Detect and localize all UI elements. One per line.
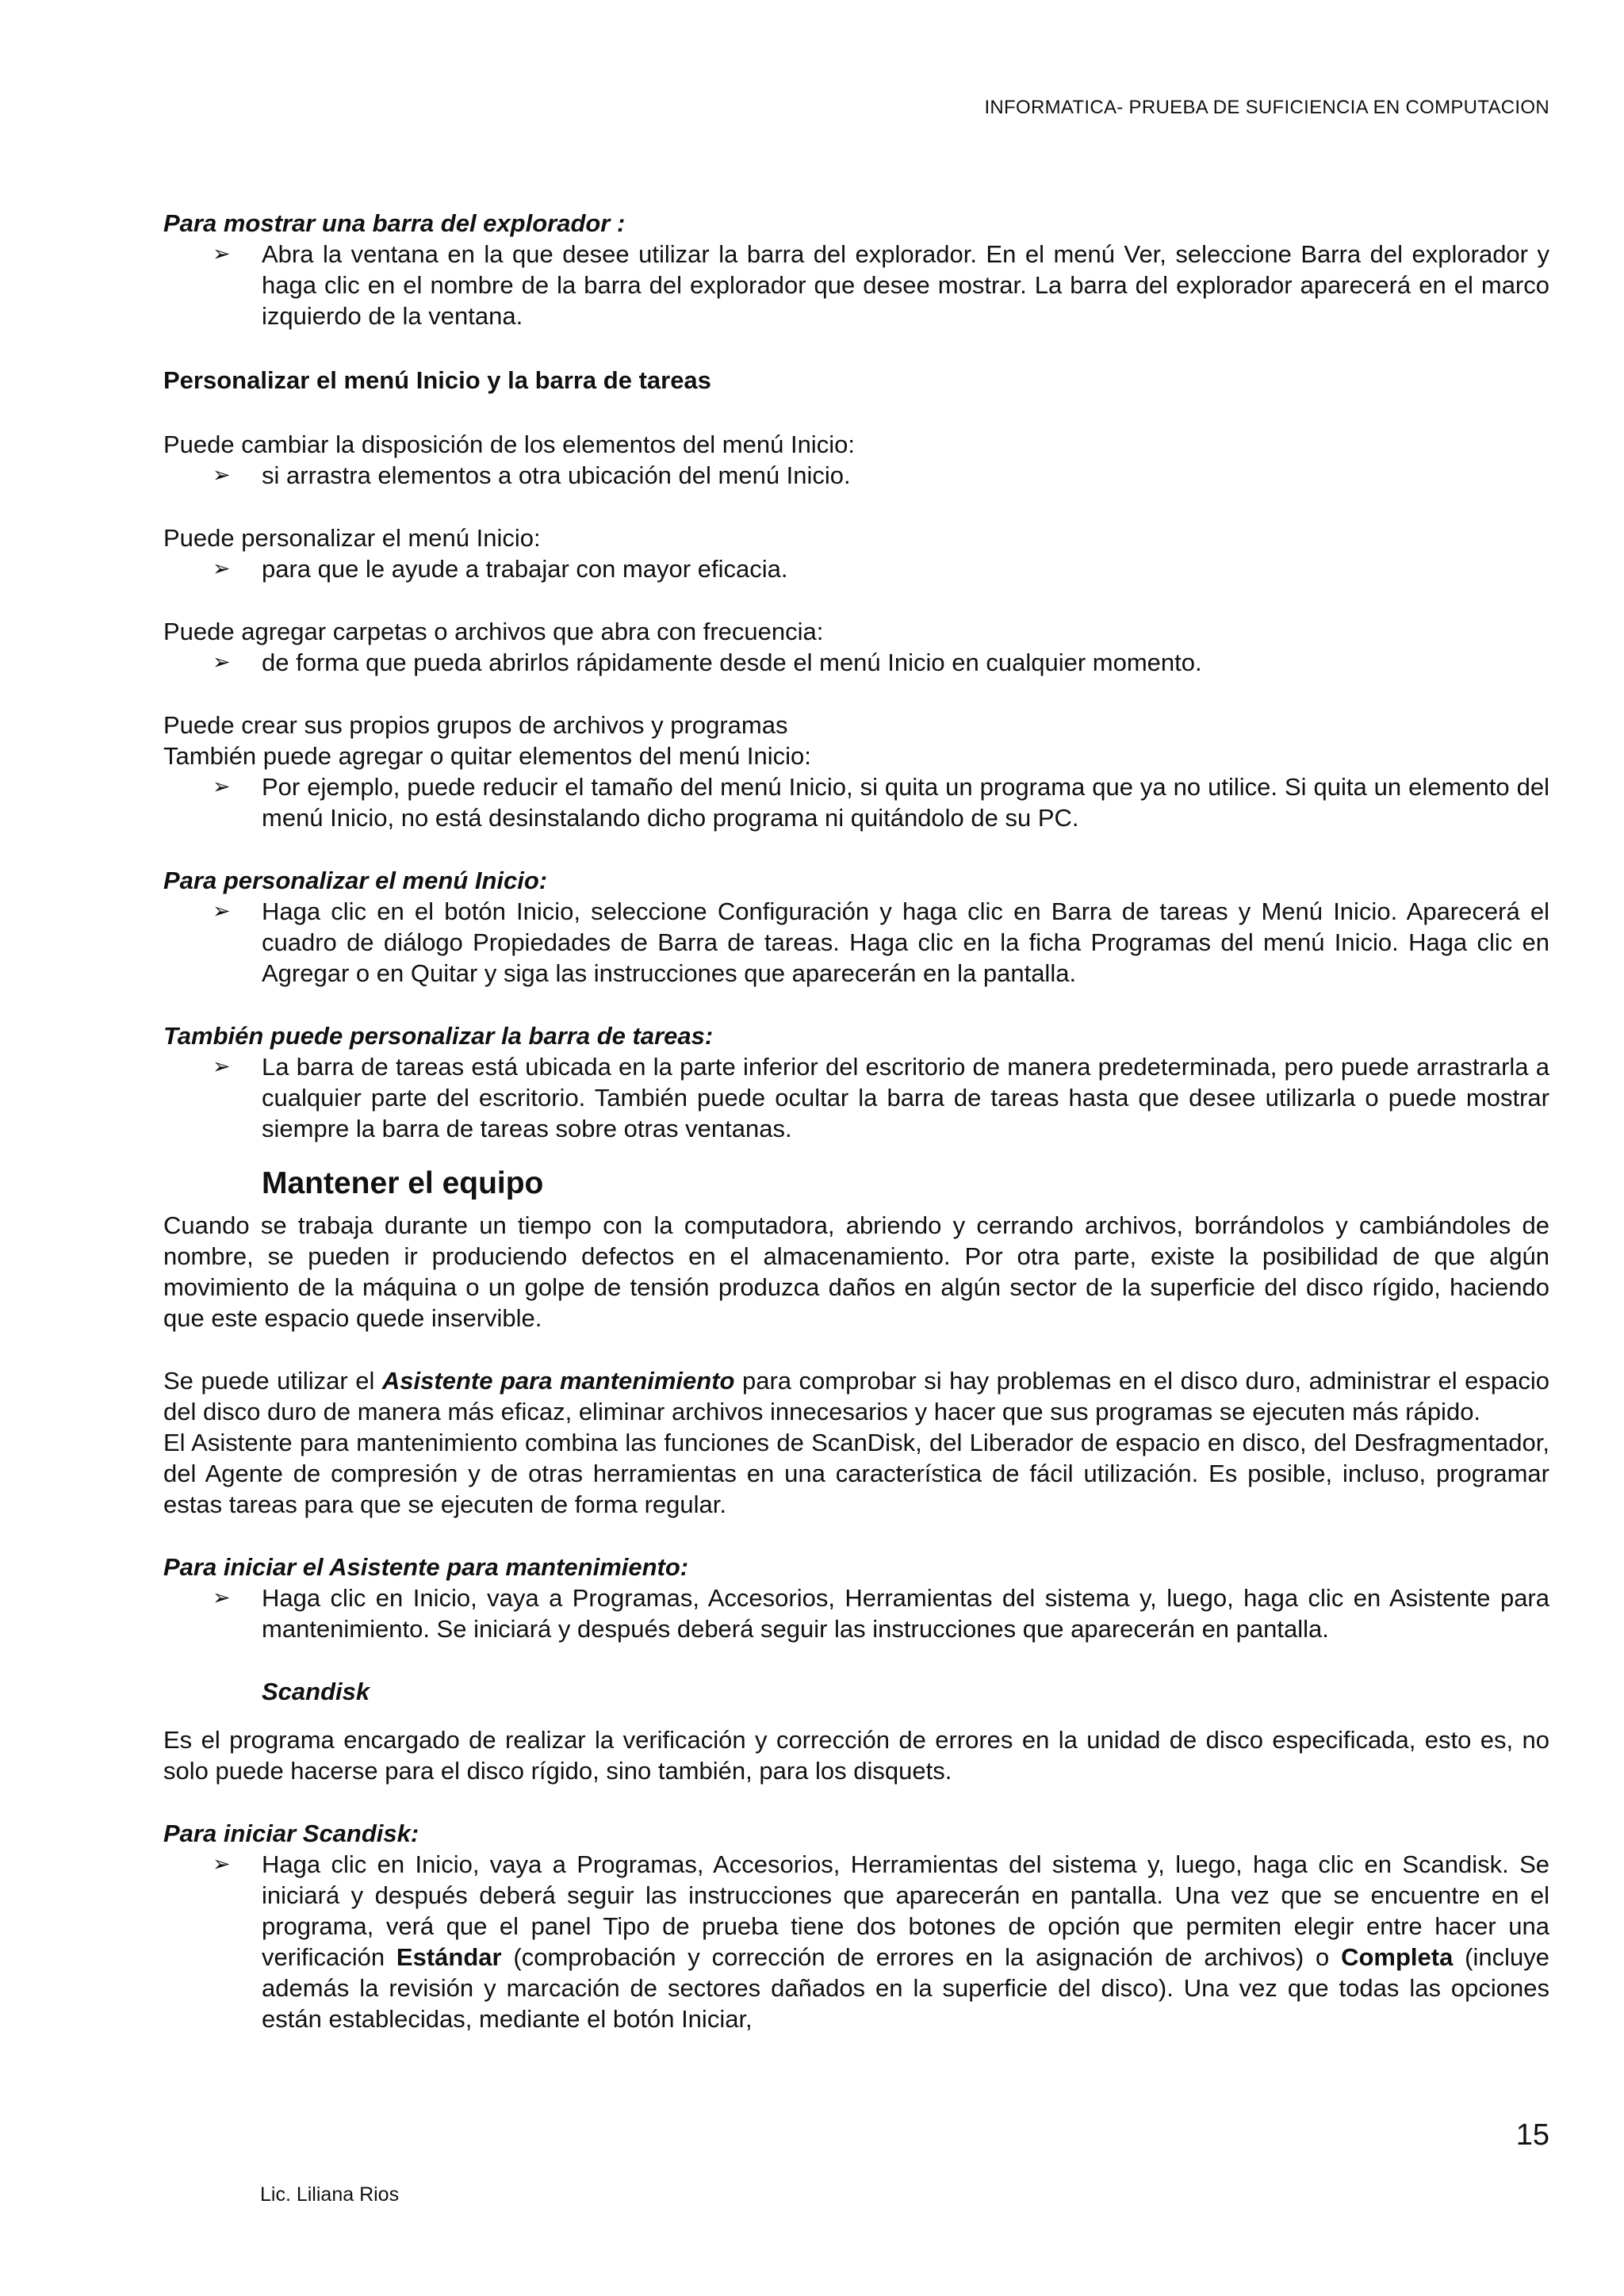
list-item: ➢ Por ejemplo, puede reducir el tamaño del menú Inicio, si quita un programa que ya no utilice. Si quita un elemento del menú Inicio, no está desinstalando dicho programa ni quitándolo de su PC. <box>262 771 1549 833</box>
section-title-maintain: Mantener el equipo <box>262 1166 544 1200</box>
list-item: ➢ Haga clic en el botón Inicio, seleccione Configuración y haga clic en Barra de tareas y Menú Inicio. Aparecerá el cuadro de diálogo Propiedades de Barra de tareas. Haga clic en la ficha Programas del menú Inicio. Haga clic en Agregar o en Quitar y siga las instrucciones que aparecerán en la pantalla. <box>262 896 1549 989</box>
list-item: ➢ La barra de tareas está ubicada en la parte inferior del escritorio de manera predeterminada, pero puede arrastrarla a cualquier parte del escritorio. También puede ocultar la barra de tareas hasta que desee utilizarla o puede mostrar siempre la barra de tareas sobre otras ventanas. <box>262 1051 1549 1144</box>
list-item: ➢ Abra la ventana en la que desee utilizar la barra del explorador. En el menú Ver, seleccione Barra del explorador y haga clic en el nombre de la barra del explorador que desee mostrar. La barra del explorador aparecerá en el marco izquierdo de la ventana. <box>262 239 1549 331</box>
footer-author: Lic. Liliana Rios <box>260 2183 400 2206</box>
list-item: ➢ si arrastra elementos a otra ubicación del menú Inicio. <box>262 460 1549 491</box>
page-header: INFORMATICA- PRUEBA DE SUFICIENCIA EN COMPUTACION <box>984 97 1549 118</box>
list-item: ➢ para que le ayude a trabajar con mayor eficacia. <box>262 553 1549 584</box>
heading-explorer-bar: Para mostrar una barra del explorador : <box>163 209 626 237</box>
list-item: ➢ Haga clic en Inicio, vaya a Programas, Accesorios, Herramientas del sistema y, luego, haga clic en Scandisk. Se iniciará y después deberá seguir las instrucciones que aparecerán en pantalla. Una vez que se encuentre en el programa, verá que el panel Tipo de prueba tiene dos botones de opción que permiten elegir entre hacer una verificación Estándar (comprobación y corrección de errores en la asignación de archivos) o Completa (incluye además la revisión y marcación de sectores dañados en la superficie del disco). Una vez que todas las opciones están establecidas, mediante el botón Iniciar, <box>262 1849 1549 2034</box>
paragraph: El Asistente para mantenimiento combina las funciones de ScanDisk, del Liberador de espacio en disco, del Desfragmentador, del Agente de compresión y de otras herramientas en una característica de fácil utilización. Es posible, incluso, programar estas tareas para que se ejecuten de forma regular. <box>163 1429 1549 1518</box>
explorer-bar-list <box>163 239 1549 331</box>
paragraph: También puede agregar o quitar elementos del menú Inicio: <box>163 742 811 770</box>
paragraph: Puede cambiar la disposición de los elementos del menú Inicio: <box>163 430 855 458</box>
page-number: 15 <box>1515 2118 1549 2152</box>
paragraph: Es el programa encargado de realizar la verificación y corrección de errores en la unidad de disco especificada, esto es, no solo puede hacerse para el disco rígido, sino también, para los disquets. <box>163 1726 1549 1785</box>
paragraph: Se puede utilizar el Asistente para mantenimiento para comprobar si hay problemas en el disco duro, administrar el espacio del disco duro de manera más eficaz, eliminar archivos innecesarios y hacer que sus programas se ejecuten más rápido. <box>163 1367 1549 1425</box>
heading-start-scandisk: Para iniciar Scandisk: <box>163 1820 419 1847</box>
emphasis-wizard: Asistente para mantenimiento <box>381 1367 735 1395</box>
subsection-title-scandisk: Scandisk <box>262 1678 370 1705</box>
paragraph: Puede agregar carpetas o archivos que abra con frecuencia: <box>163 618 824 645</box>
heading-personalize-start: Para personalizar el menú Inicio: <box>163 867 548 894</box>
page-body <box>163 208 1549 2034</box>
heading-start-wizard: Para iniciar el Asistente para mantenimiento: <box>163 1553 689 1581</box>
paragraph: Puede crear sus propios grupos de archivos y programas <box>163 711 788 739</box>
heading-taskbar: También puede personalizar la barra de tareas: <box>163 1022 714 1050</box>
list-item: ➢ Haga clic en Inicio, vaya a Programas, Accesorios, Herramientas del sistema y, luego, haga clic en Asistente para mantenimiento. Se iniciará y después deberá seguir las instrucciones que aparecerán en pantalla. <box>262 1582 1549 1644</box>
paragraph: Cuando se trabaja durante un tiempo con la computadora, abriendo y cerrando archivos, borrándolos y cambiándoles de nombre, se pueden ir produciendo defectos en el almacenamiento. Por otra parte, existe la posibilidad de que algún movimiento de la máquina o un golpe de tensión produzca daños en algún sector de la superficie del disco rígido, haciendo que este espacio quede inservible. <box>163 1211 1549 1332</box>
list-item: ➢ de forma que pueda abrirlos rápidamente desde el menú Inicio en cualquier momento. <box>262 647 1549 678</box>
paragraph: Puede personalizar el menú Inicio: <box>163 524 541 552</box>
heading-customize-start-menu: Personalizar el menú Inicio y la barra de tareas <box>163 366 711 394</box>
